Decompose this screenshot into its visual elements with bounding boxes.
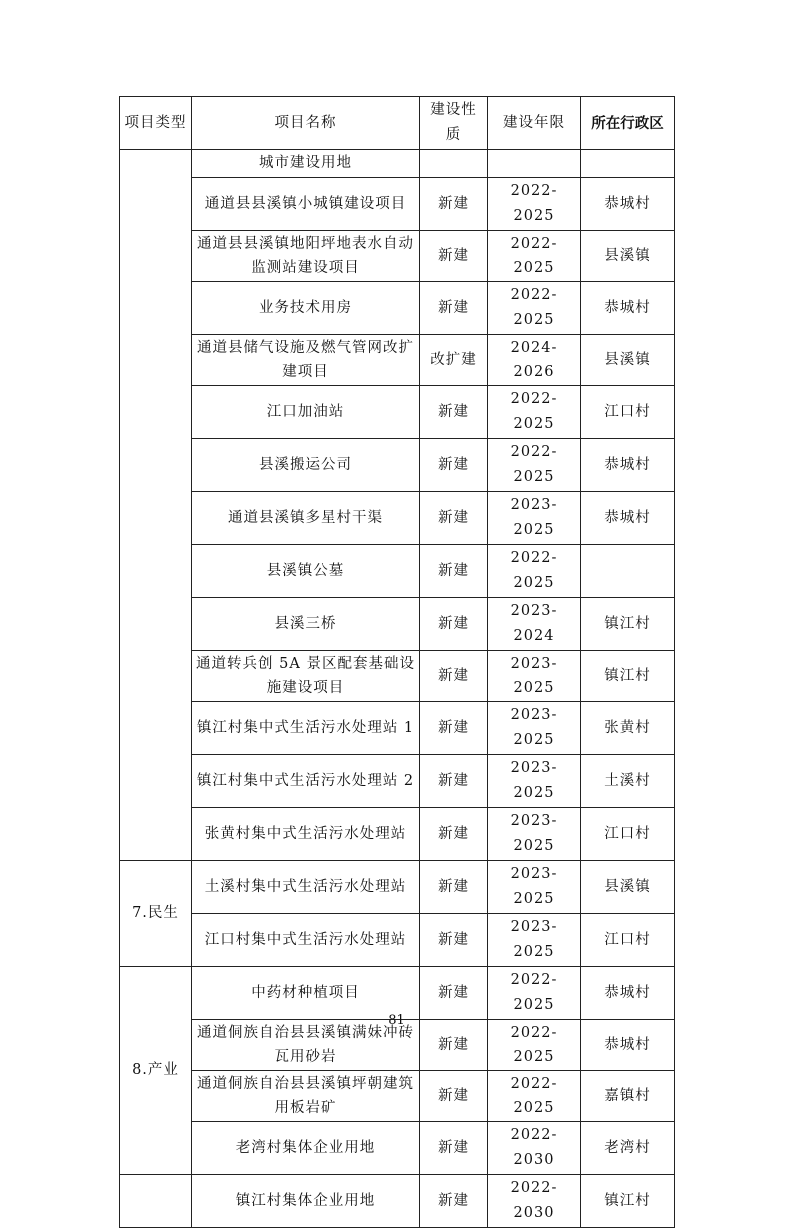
project-name-cell: 镇江村集体企业用地 (192, 1175, 420, 1228)
construction-nature-cell: 新建 (420, 492, 488, 545)
construction-years-cell: 2023-2024 (488, 598, 581, 651)
admin-region-cell: 县溪镇 (581, 335, 675, 386)
project-name-cell: 城市建设用地 (192, 150, 420, 178)
table-header-row (120, 97, 675, 150)
table-row (120, 598, 675, 651)
construction-nature-cell (420, 150, 488, 178)
admin-region-cell: 江口村 (581, 386, 675, 439)
admin-region-cell: 恭城村 (581, 492, 675, 545)
table-row (120, 1071, 675, 1122)
admin-region-cell: 张黄村 (581, 702, 675, 755)
admin-region-cell: 江口村 (581, 808, 675, 861)
construction-nature-cell: 新建 (420, 1020, 488, 1071)
project-name-cell: 张黄村集中式生活污水处理站 (192, 808, 420, 861)
table-row (120, 702, 675, 755)
admin-region-cell: 老湾村 (581, 1122, 675, 1175)
project-name-cell: 通道县县溪镇小城镇建设项目 (192, 178, 420, 231)
project-name-cell: 镇江村集中式生活污水处理站 1 (192, 702, 420, 755)
admin-region-cell: 恭城村 (581, 282, 675, 335)
construction-years-cell: 2022-2030 (488, 1175, 581, 1228)
table-row (120, 651, 675, 702)
admin-region-cell: 县溪镇 (581, 861, 675, 914)
project-type-cell (120, 1175, 192, 1228)
construction-years-cell: 2023-2025 (488, 492, 581, 545)
table-row (120, 386, 675, 439)
construction-nature-cell: 新建 (420, 1122, 488, 1175)
construction-nature-cell: 新建 (420, 386, 488, 439)
construction-years-cell: 2022-2025 (488, 231, 581, 282)
project-name-cell: 通道侗族自治县县溪镇满妹冲砖瓦用砂岩 (192, 1020, 420, 1071)
project-type-cell (120, 150, 192, 861)
table-row (120, 178, 675, 231)
construction-years-cell: 2022-2025 (488, 1020, 581, 1071)
construction-years-cell: 2022-2025 (488, 282, 581, 335)
construction-nature-cell: 新建 (420, 651, 488, 702)
admin-region-cell (581, 150, 675, 178)
project-name-cell: 通道侗族自治县县溪镇坪朝建筑用板岩矿 (192, 1071, 420, 1122)
construction-nature-cell: 新建 (420, 178, 488, 231)
project-name-cell: 县溪三桥 (192, 598, 420, 651)
project-table (119, 96, 675, 1228)
construction-nature-cell: 新建 (420, 914, 488, 967)
construction-nature-cell: 新建 (420, 439, 488, 492)
table-row (120, 439, 675, 492)
header-construction-years: 建设年限 (488, 97, 581, 150)
admin-region-cell: 恭城村 (581, 1020, 675, 1071)
admin-region-cell: 县溪镇 (581, 231, 675, 282)
header-project-name: 项目名称 (192, 97, 420, 150)
project-name-cell: 县溪镇公墓 (192, 545, 420, 598)
table-row (120, 492, 675, 545)
construction-years-cell: 2022-2025 (488, 178, 581, 231)
project-name-cell: 通道转兵创 5A 景区配套基础设施建设项目 (192, 651, 420, 702)
table-row (120, 1122, 675, 1175)
construction-nature-cell: 新建 (420, 702, 488, 755)
project-type-cell: 7.民生 (120, 861, 192, 967)
project-name-cell: 通道县县溪镇地阳坪地表水自动监测站建设项目 (192, 231, 420, 282)
header-construction-nature: 建设性质 (420, 97, 488, 150)
construction-nature-cell: 新建 (420, 282, 488, 335)
construction-years-cell: 2022-2025 (488, 545, 581, 598)
admin-region-cell: 镇江村 (581, 598, 675, 651)
project-name-cell: 老湾村集体企业用地 (192, 1122, 420, 1175)
construction-years-cell: 2023-2025 (488, 755, 581, 808)
construction-nature-cell: 新建 (420, 755, 488, 808)
construction-nature-cell: 改扩建 (420, 335, 488, 386)
project-name-cell: 通道县溪镇多星村干渠 (192, 492, 420, 545)
table-row (120, 808, 675, 861)
construction-nature-cell: 新建 (420, 545, 488, 598)
admin-region-cell (581, 545, 675, 598)
admin-region-cell: 恭城村 (581, 178, 675, 231)
construction-years-cell: 2024-2026 (488, 335, 581, 386)
admin-region-cell: 镇江村 (581, 1175, 675, 1228)
construction-nature-cell: 新建 (420, 231, 488, 282)
header-project-type: 项目类型 (120, 97, 192, 150)
construction-years-cell: 2023-2025 (488, 702, 581, 755)
project-name-cell: 江口加油站 (192, 386, 420, 439)
project-name-cell: 业务技术用房 (192, 282, 420, 335)
construction-years-cell: 2022-2030 (488, 1122, 581, 1175)
table-row (120, 231, 675, 282)
construction-years-cell: 2022-2025 (488, 439, 581, 492)
project-name-cell: 土溪村集中式生活污水处理站 (192, 861, 420, 914)
construction-years-cell (488, 150, 581, 178)
project-name-cell: 镇江村集中式生活污水处理站 2 (192, 755, 420, 808)
project-name-cell: 县溪搬运公司 (192, 439, 420, 492)
table-row (120, 967, 675, 1020)
table-row (120, 150, 675, 178)
construction-nature-cell: 新建 (420, 967, 488, 1020)
project-name-cell: 江口村集中式生活污水处理站 (192, 914, 420, 967)
admin-region-cell: 嘉镇村 (581, 1071, 675, 1122)
admin-region-cell: 江口村 (581, 914, 675, 967)
project-type-cell: 8.产业 (120, 967, 192, 1175)
construction-years-cell: 2023-2025 (488, 651, 581, 702)
construction-years-cell: 2023-2025 (488, 861, 581, 914)
admin-region-cell: 恭城村 (581, 967, 675, 1020)
table-row (120, 914, 675, 967)
construction-nature-cell: 新建 (420, 861, 488, 914)
admin-region-cell: 镇江村 (581, 651, 675, 702)
project-name-cell: 通道县储气设施及燃气管网改扩建项目 (192, 335, 420, 386)
admin-region-cell: 恭城村 (581, 439, 675, 492)
construction-nature-cell: 新建 (420, 808, 488, 861)
table-row (120, 755, 675, 808)
table-row (120, 861, 675, 914)
construction-years-cell: 2023-2025 (488, 808, 581, 861)
construction-years-cell: 2023-2025 (488, 914, 581, 967)
construction-years-cell: 2022-2025 (488, 386, 581, 439)
construction-nature-cell: 新建 (420, 1175, 488, 1228)
header-admin-region: 所在行政区 (581, 97, 675, 150)
project-name-cell: 中药材种植项目 (192, 967, 420, 1020)
page-number: 81 (388, 1013, 405, 1028)
construction-nature-cell: 新建 (420, 598, 488, 651)
admin-region-cell: 土溪村 (581, 755, 675, 808)
construction-years-cell: 2022-2025 (488, 1071, 581, 1122)
table-row (120, 335, 675, 386)
table-body (120, 150, 675, 1228)
construction-years-cell: 2022-2025 (488, 967, 581, 1020)
table-row (120, 1175, 675, 1228)
table-row (120, 282, 675, 335)
table-row (120, 545, 675, 598)
construction-nature-cell: 新建 (420, 1071, 488, 1122)
